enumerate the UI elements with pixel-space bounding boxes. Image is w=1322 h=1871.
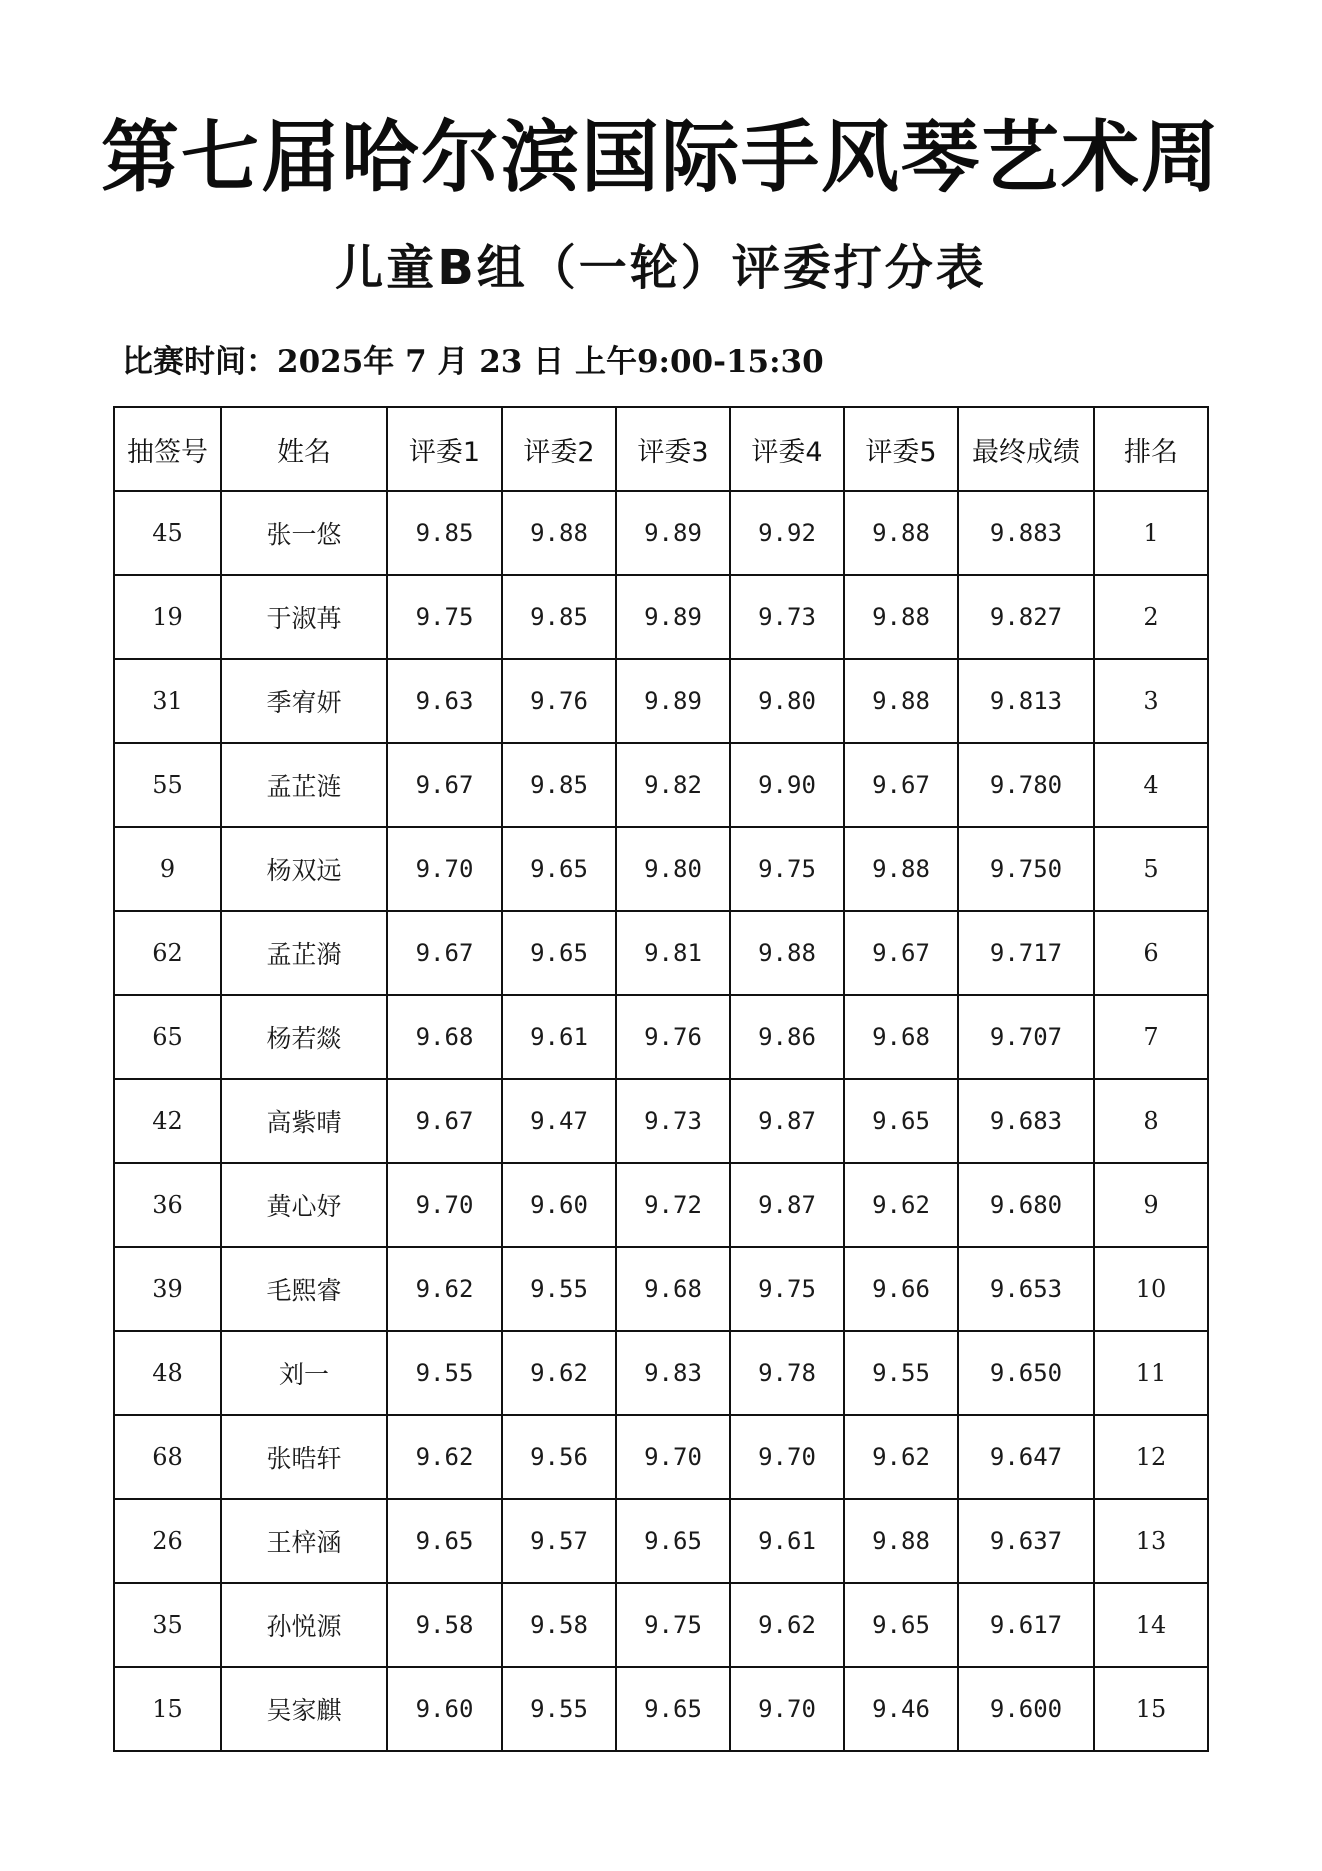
judge-4-score-cell: 9.61 xyxy=(730,1499,844,1583)
judge-4-score-cell: 9.73 xyxy=(730,575,844,659)
contestant-name-cell: 季宥妍 xyxy=(221,659,387,743)
contestant-name-cell: 孟芷涟 xyxy=(221,743,387,827)
judge-1-score-cell: 9.65 xyxy=(387,1499,502,1583)
judge-2-score-cell: 9.60 xyxy=(502,1163,616,1247)
table-row xyxy=(114,659,1208,743)
document-subtitle: 儿童B组（一轮）评委打分表 xyxy=(335,240,987,296)
final-score-cell: 9.650 xyxy=(958,1331,1094,1415)
draw-number-cell: 36 xyxy=(114,1163,221,1247)
header-name: 姓名 xyxy=(221,407,387,491)
draw-number-cell: 35 xyxy=(114,1583,221,1667)
header-row xyxy=(114,407,1208,491)
final-score-cell: 9.683 xyxy=(958,1079,1094,1163)
table-row xyxy=(114,1583,1208,1667)
score-table xyxy=(113,406,1209,1752)
judge-5-score-cell: 9.65 xyxy=(844,1079,958,1163)
rank-cell: 10 xyxy=(1094,1247,1208,1331)
judge-3-score-cell: 9.83 xyxy=(616,1331,730,1415)
table-row xyxy=(114,1079,1208,1163)
judge-4-score-cell: 9.90 xyxy=(730,743,844,827)
competition-time: 比赛时间：2025年 7 月 23 日 上午9:00-15:30 xyxy=(122,344,824,380)
contestant-name-cell: 黄心妤 xyxy=(221,1163,387,1247)
contestant-name-cell: 毛熙睿 xyxy=(221,1247,387,1331)
contestant-name-cell: 孟芷漪 xyxy=(221,911,387,995)
judge-1-score-cell: 9.67 xyxy=(387,911,502,995)
table-row xyxy=(114,827,1208,911)
final-score-cell: 9.717 xyxy=(958,911,1094,995)
judge-5-score-cell: 9.66 xyxy=(844,1247,958,1331)
draw-number-cell: 15 xyxy=(114,1667,221,1751)
table-row xyxy=(114,1667,1208,1751)
draw-number-cell: 31 xyxy=(114,659,221,743)
final-score-cell: 9.707 xyxy=(958,995,1094,1079)
rank-cell: 13 xyxy=(1094,1499,1208,1583)
judge-1-score-cell: 9.68 xyxy=(387,995,502,1079)
judge-2-score-cell: 9.65 xyxy=(502,911,616,995)
table-row xyxy=(114,1415,1208,1499)
table-body xyxy=(114,491,1208,1751)
rank-cell: 12 xyxy=(1094,1415,1208,1499)
final-score-cell: 9.680 xyxy=(958,1163,1094,1247)
rank-cell: 7 xyxy=(1094,995,1208,1079)
header-final-score: 最终成绩 xyxy=(958,407,1094,491)
rank-cell: 6 xyxy=(1094,911,1208,995)
judge-5-score-cell: 9.67 xyxy=(844,911,958,995)
judge-2-score-cell: 9.47 xyxy=(502,1079,616,1163)
final-score-cell: 9.600 xyxy=(958,1667,1094,1751)
final-score-cell: 9.827 xyxy=(958,575,1094,659)
table-row xyxy=(114,1163,1208,1247)
judge-2-score-cell: 9.57 xyxy=(502,1499,616,1583)
judge-1-score-cell: 9.70 xyxy=(387,1163,502,1247)
table-row xyxy=(114,1247,1208,1331)
judge-5-score-cell: 9.88 xyxy=(844,827,958,911)
contestant-name-cell: 张晧轩 xyxy=(221,1415,387,1499)
judge-1-score-cell: 9.63 xyxy=(387,659,502,743)
final-score-cell: 9.780 xyxy=(958,743,1094,827)
draw-number-cell: 26 xyxy=(114,1499,221,1583)
rank-cell: 9 xyxy=(1094,1163,1208,1247)
judge-1-score-cell: 9.62 xyxy=(387,1415,502,1499)
contestant-name-cell: 吴家麒 xyxy=(221,1667,387,1751)
draw-number-cell: 39 xyxy=(114,1247,221,1331)
judge-4-score-cell: 9.92 xyxy=(730,491,844,575)
judge-5-score-cell: 9.62 xyxy=(844,1163,958,1247)
rank-cell: 3 xyxy=(1094,659,1208,743)
header-rank: 排名 xyxy=(1094,407,1208,491)
final-score-cell: 9.653 xyxy=(958,1247,1094,1331)
judge-1-score-cell: 9.62 xyxy=(387,1247,502,1331)
judge-4-score-cell: 9.87 xyxy=(730,1163,844,1247)
judge-2-score-cell: 9.88 xyxy=(502,491,616,575)
judge-4-score-cell: 9.75 xyxy=(730,1247,844,1331)
judge-4-score-cell: 9.88 xyxy=(730,911,844,995)
rank-cell: 5 xyxy=(1094,827,1208,911)
header-judge-1: 评委1 xyxy=(387,407,502,491)
judge-5-score-cell: 9.62 xyxy=(844,1415,958,1499)
judge-2-score-cell: 9.56 xyxy=(502,1415,616,1499)
draw-number-cell: 68 xyxy=(114,1415,221,1499)
table-row xyxy=(114,911,1208,995)
rank-cell: 8 xyxy=(1094,1079,1208,1163)
draw-number-cell: 55 xyxy=(114,743,221,827)
judge-4-score-cell: 9.78 xyxy=(730,1331,844,1415)
judge-3-score-cell: 9.73 xyxy=(616,1079,730,1163)
judge-5-score-cell: 9.68 xyxy=(844,995,958,1079)
final-score-cell: 9.813 xyxy=(958,659,1094,743)
judge-3-score-cell: 9.89 xyxy=(616,491,730,575)
judge-1-score-cell: 9.85 xyxy=(387,491,502,575)
judge-2-score-cell: 9.85 xyxy=(502,743,616,827)
judge-2-score-cell: 9.85 xyxy=(502,575,616,659)
judge-5-score-cell: 9.65 xyxy=(844,1583,958,1667)
table-row xyxy=(114,1331,1208,1415)
table-row xyxy=(114,491,1208,575)
judge-2-score-cell: 9.61 xyxy=(502,995,616,1079)
judge-1-score-cell: 9.67 xyxy=(387,1079,502,1163)
judge-3-score-cell: 9.75 xyxy=(616,1583,730,1667)
contestant-name-cell: 王梓涵 xyxy=(221,1499,387,1583)
contestant-name-cell: 刘一 xyxy=(221,1331,387,1415)
judge-3-score-cell: 9.82 xyxy=(616,743,730,827)
header-judge-2: 评委2 xyxy=(502,407,616,491)
judge-2-score-cell: 9.76 xyxy=(502,659,616,743)
judge-2-score-cell: 9.55 xyxy=(502,1667,616,1751)
judge-4-score-cell: 9.70 xyxy=(730,1667,844,1751)
contestant-name-cell: 于淑苒 xyxy=(221,575,387,659)
judge-5-score-cell: 9.88 xyxy=(844,491,958,575)
judge-1-score-cell: 9.58 xyxy=(387,1583,502,1667)
draw-number-cell: 9 xyxy=(114,827,221,911)
judge-4-score-cell: 9.70 xyxy=(730,1415,844,1499)
rank-cell: 14 xyxy=(1094,1583,1208,1667)
judge-4-score-cell: 9.87 xyxy=(730,1079,844,1163)
judge-5-score-cell: 9.88 xyxy=(844,659,958,743)
draw-number-cell: 19 xyxy=(114,575,221,659)
judge-3-score-cell: 9.70 xyxy=(616,1415,730,1499)
draw-number-cell: 65 xyxy=(114,995,221,1079)
draw-number-cell: 62 xyxy=(114,911,221,995)
rank-cell: 15 xyxy=(1094,1667,1208,1751)
table-header xyxy=(114,407,1208,491)
rank-cell: 11 xyxy=(1094,1331,1208,1415)
final-score-cell: 9.647 xyxy=(958,1415,1094,1499)
judge-5-score-cell: 9.88 xyxy=(844,575,958,659)
judge-3-score-cell: 9.81 xyxy=(616,911,730,995)
judge-5-score-cell: 9.46 xyxy=(844,1667,958,1751)
judge-4-score-cell: 9.80 xyxy=(730,659,844,743)
rank-cell: 4 xyxy=(1094,743,1208,827)
judge-4-score-cell: 9.75 xyxy=(730,827,844,911)
judge-3-score-cell: 9.65 xyxy=(616,1499,730,1583)
judge-4-score-cell: 9.62 xyxy=(730,1583,844,1667)
contestant-name-cell: 高紫晴 xyxy=(221,1079,387,1163)
rank-cell: 2 xyxy=(1094,575,1208,659)
header-judge-4: 评委4 xyxy=(730,407,844,491)
judge-2-score-cell: 9.65 xyxy=(502,827,616,911)
judge-1-score-cell: 9.60 xyxy=(387,1667,502,1751)
judge-1-score-cell: 9.55 xyxy=(387,1331,502,1415)
draw-number-cell: 48 xyxy=(114,1331,221,1415)
rank-cell: 1 xyxy=(1094,491,1208,575)
draw-number-cell: 45 xyxy=(114,491,221,575)
judge-3-score-cell: 9.65 xyxy=(616,1667,730,1751)
contestant-name-cell: 张一悠 xyxy=(221,491,387,575)
judge-3-score-cell: 9.72 xyxy=(616,1163,730,1247)
judge-3-score-cell: 9.76 xyxy=(616,995,730,1079)
judge-1-score-cell: 9.67 xyxy=(387,743,502,827)
judge-2-score-cell: 9.58 xyxy=(502,1583,616,1667)
header-draw-number: 抽签号 xyxy=(114,407,221,491)
document-title: 第七届哈尔滨国际手风琴艺术周 xyxy=(100,113,1221,203)
table-row xyxy=(114,1499,1208,1583)
header-judge-3: 评委3 xyxy=(616,407,730,491)
draw-number-cell: 42 xyxy=(114,1079,221,1163)
final-score-cell: 9.883 xyxy=(958,491,1094,575)
judge-5-score-cell: 9.55 xyxy=(844,1331,958,1415)
contestant-name-cell: 杨若燚 xyxy=(221,995,387,1079)
judge-2-score-cell: 9.62 xyxy=(502,1331,616,1415)
final-score-cell: 9.637 xyxy=(958,1499,1094,1583)
judge-3-score-cell: 9.68 xyxy=(616,1247,730,1331)
contestant-name-cell: 孙悦源 xyxy=(221,1583,387,1667)
judge-3-score-cell: 9.89 xyxy=(616,575,730,659)
judge-3-score-cell: 9.80 xyxy=(616,827,730,911)
table-row xyxy=(114,575,1208,659)
judge-4-score-cell: 9.86 xyxy=(730,995,844,1079)
final-score-cell: 9.617 xyxy=(958,1583,1094,1667)
judge-1-score-cell: 9.70 xyxy=(387,827,502,911)
final-score-cell: 9.750 xyxy=(958,827,1094,911)
header-judge-5: 评委5 xyxy=(844,407,958,491)
judge-5-score-cell: 9.67 xyxy=(844,743,958,827)
judge-3-score-cell: 9.89 xyxy=(616,659,730,743)
contestant-name-cell: 杨双远 xyxy=(221,827,387,911)
table-row xyxy=(114,995,1208,1079)
judge-1-score-cell: 9.75 xyxy=(387,575,502,659)
judge-2-score-cell: 9.55 xyxy=(502,1247,616,1331)
table-row xyxy=(114,743,1208,827)
judge-5-score-cell: 9.88 xyxy=(844,1499,958,1583)
